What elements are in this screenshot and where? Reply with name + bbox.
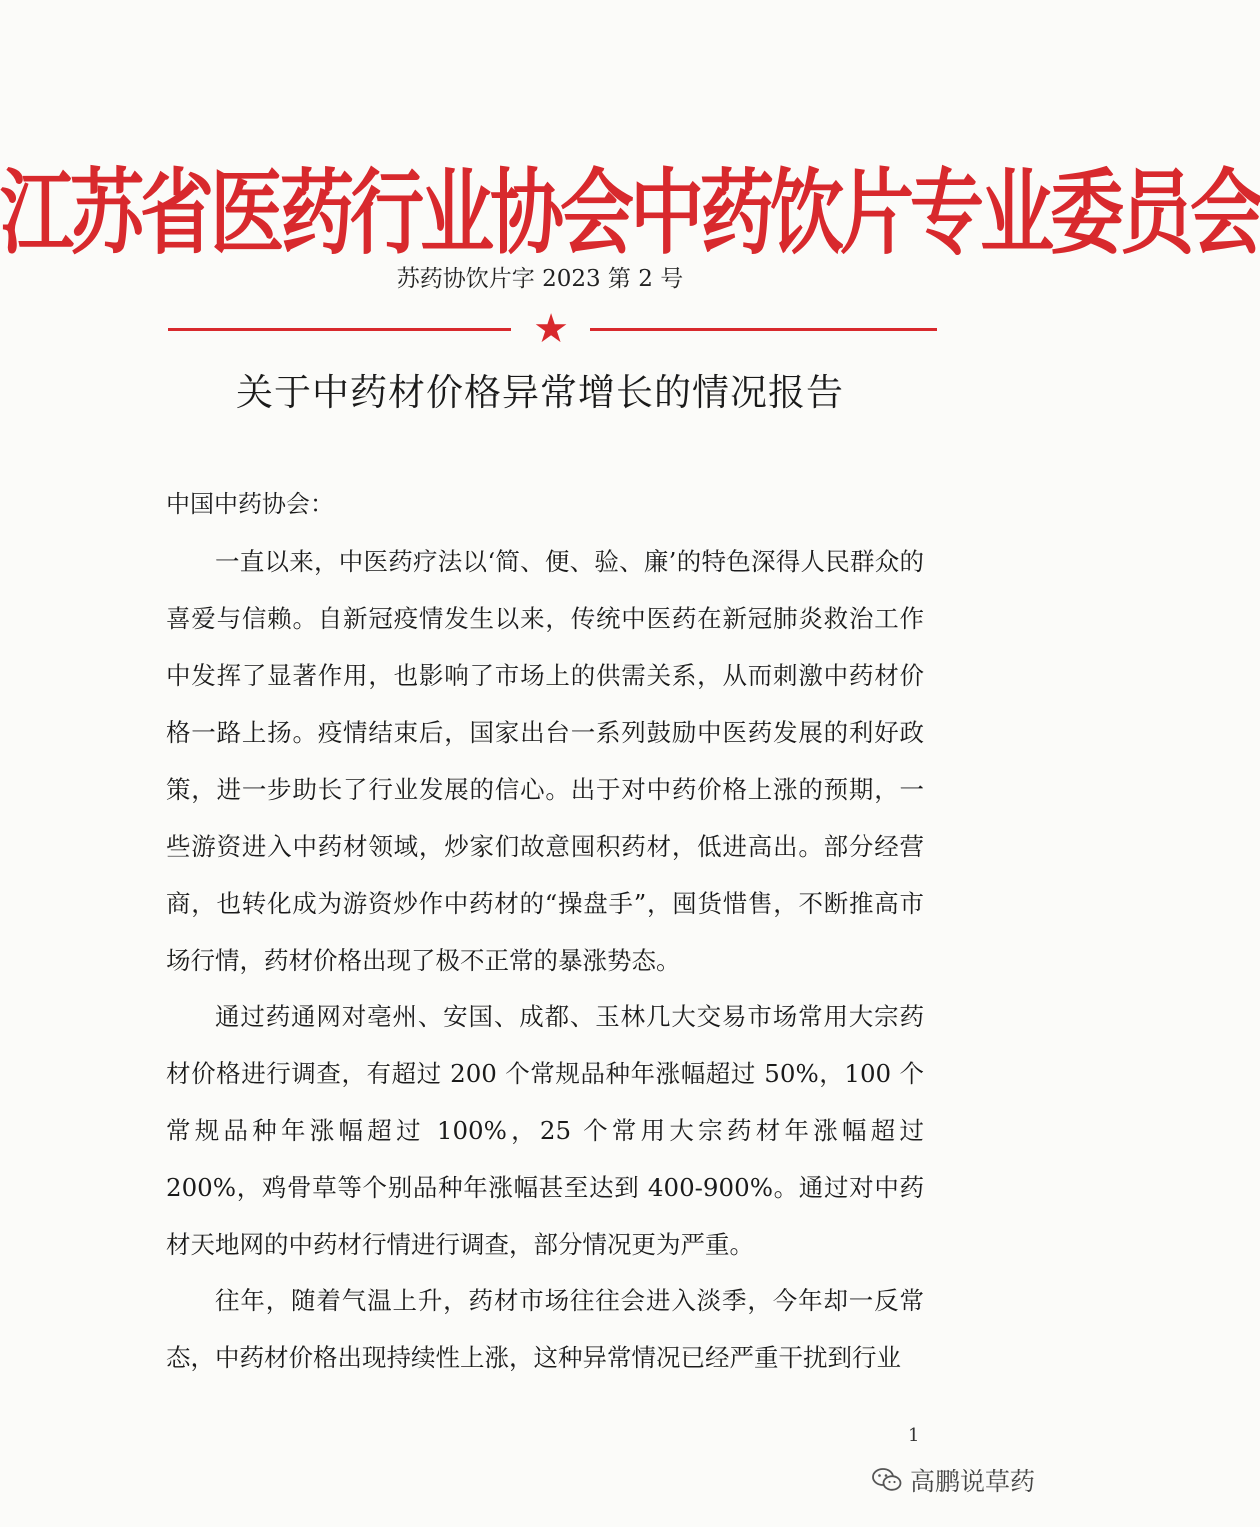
salutation: 中国中药协会： (166, 490, 334, 518)
body-paragraph-2: 通过药通网对亳州、安国、成都、玉林几大交易市场常用大宗药材价格进行调查，有超过 200 个常规品种年涨幅超过 50%，100 个常规品种年涨幅超过 100%，25 个常用大宗药材年涨幅超过 200%，鸡骨草等个别品种年涨幅甚至达到 400-900%。通过对中药材天地网的中药材行情进行调查，部分情况更为严重。 (166, 1002, 924, 1259)
wechat-icon (872, 1467, 902, 1493)
report-title: 关于中药材价格异常增长的情况报告 (236, 371, 844, 414)
body-paragraph-3: 往年，随着气温上升，药材市场往往会进入淡季，今年却一反常态，中药材价格出现持续性上涨，这种异常情况已经严重干扰到行业 (166, 1286, 924, 1372)
letterhead-title: 江苏省医药行业协会中药饮片专业委员会 (0, 160, 1260, 268)
red-divider-left (168, 328, 511, 331)
red-divider-right (590, 328, 937, 331)
page-number: 1 (908, 1425, 920, 1446)
watermark-text: 高鹏说草药 (910, 1467, 1036, 1496)
document-number: 苏药协饮片字 2023 第 2 号 (396, 266, 684, 292)
watermark (872, 1462, 1035, 1498)
body-paragraph-1: 一直以来，中医药疗法以‘简、便、验、廉’的特色深得人民群众的喜爱与信赖。自新冠疫情发生以来，传统中医药在新冠肺炎救治工作中发挥了显著作用，也影响了市场上的供需关系，从而刺激中药材价格一路上扬。疫情结束后，国家出台一系列鼓励中医药发展的利好政策，进一步助长了行业发展的信心。出于对中药价格上涨的预期，一些游资进入中药材领域，炒家们故意囤积药材，低进高出。部分经营商，也转化成为游资炒作中药材的“操盘手”，囤货惜售，不断推高市场行情，药材价格出现了极不正常的暴涨势态。 (166, 547, 924, 975)
red-star-icon: ★ (533, 306, 569, 352)
